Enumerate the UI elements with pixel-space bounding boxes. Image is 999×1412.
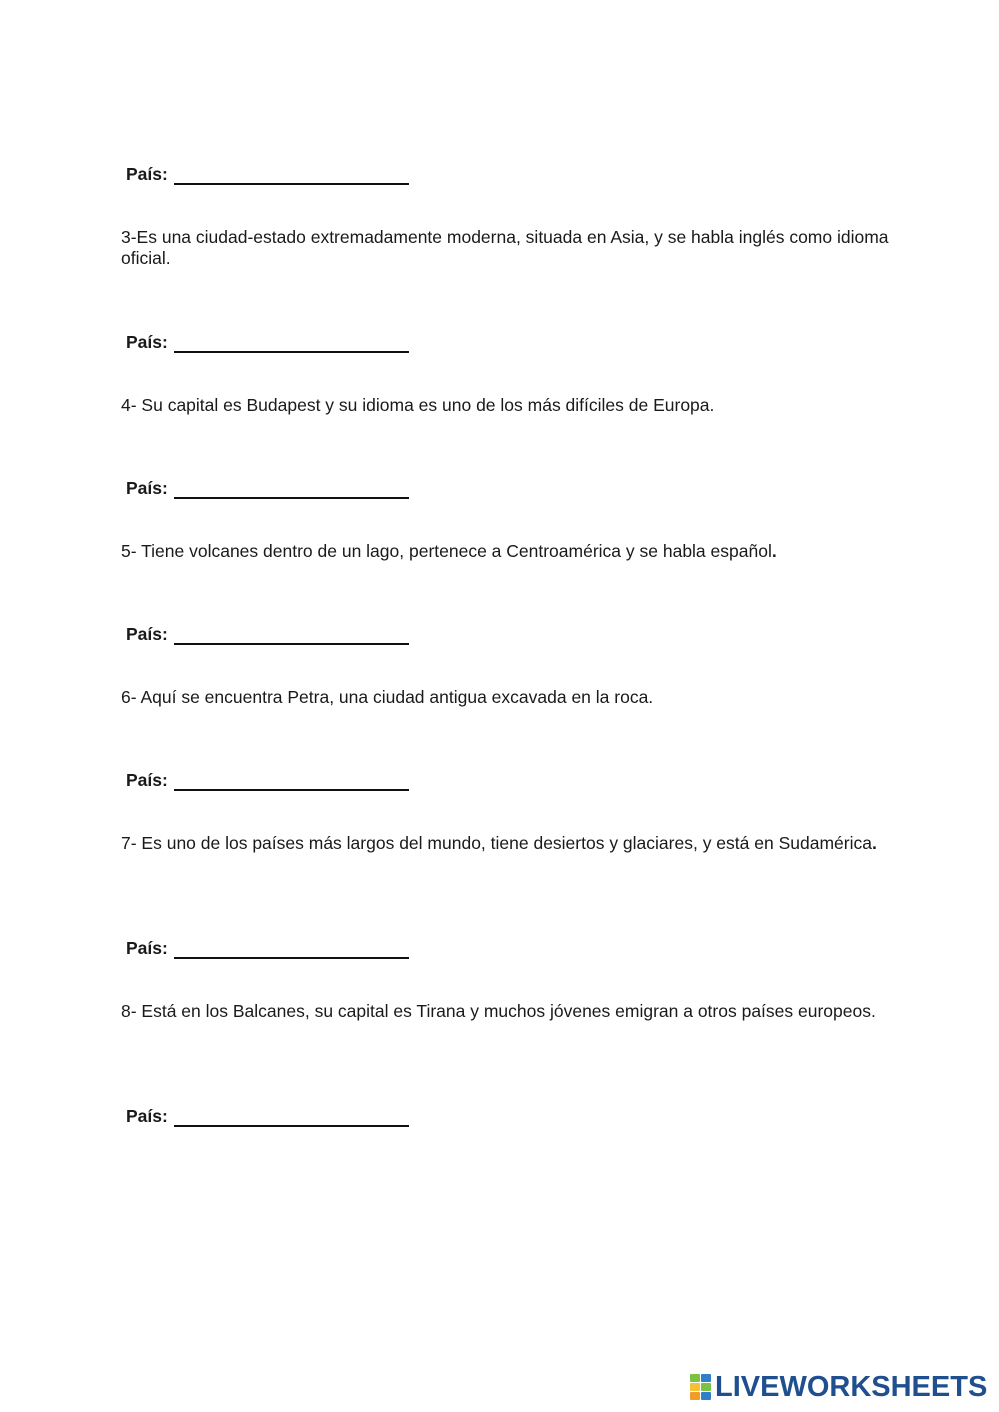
answer-row-4	[126, 478, 409, 499]
answer-input-8[interactable]	[174, 1106, 409, 1127]
question-3-text: 3-Es una ciudad-estado extremadamente moderna, situada en Asia, y se habla inglés como idioma oficial.	[121, 227, 889, 268]
question-7-text: 7- Es uno de los países más largos del mundo, tiene desiertos y glaciares, y está en Sudamérica	[121, 833, 872, 853]
answer-row-8	[126, 1106, 409, 1127]
question-6	[121, 687, 891, 708]
question-6-text: 6- Aquí se encuentra Petra, una ciudad antigua excavada en la roca.	[121, 687, 654, 707]
question-8	[121, 1001, 891, 1022]
answer-row-5	[126, 624, 409, 645]
question-7	[121, 833, 891, 854]
question-5-suffix: .	[771, 541, 777, 561]
answer-label: País:	[126, 478, 168, 498]
question-5-text: 5- Tiene volcanes dentro de un lago, pertenece a Centroamérica y se habla español	[121, 541, 772, 561]
answer-label: País:	[126, 624, 168, 644]
answer-input-6[interactable]	[174, 770, 409, 791]
answer-label: País:	[126, 1106, 168, 1126]
answer-label: País:	[126, 770, 168, 790]
question-4-text: 4- Su capital es Budapest y su idioma es uno de los más difíciles de Europa.	[121, 395, 715, 415]
question-8-text: 8- Está en los Balcanes, su capital es Tirana y muchos jóvenes emigran a otros países europeos.	[121, 1001, 876, 1021]
question-5	[121, 541, 891, 562]
answer-input-5[interactable]	[174, 624, 409, 645]
liveworksheets-logo-icon	[690, 1374, 712, 1400]
answer-label: País:	[126, 164, 168, 184]
answer-input-2[interactable]	[174, 164, 409, 185]
answer-row-6	[126, 770, 409, 791]
answer-label: País:	[126, 332, 168, 352]
answer-row-3	[126, 332, 409, 353]
question-7-suffix: .	[871, 833, 877, 853]
liveworksheets-logo	[690, 1373, 987, 1401]
answer-input-3[interactable]	[174, 332, 409, 353]
answer-input-4[interactable]	[174, 478, 409, 499]
brand-name: LIVEWORKSHEETS	[715, 1371, 988, 1403]
question-4	[121, 395, 891, 416]
answer-label: País:	[126, 938, 168, 958]
answer-row-2	[126, 164, 409, 185]
answer-input-7[interactable]	[174, 938, 409, 959]
answer-row-7	[126, 938, 409, 959]
question-3	[121, 227, 891, 269]
